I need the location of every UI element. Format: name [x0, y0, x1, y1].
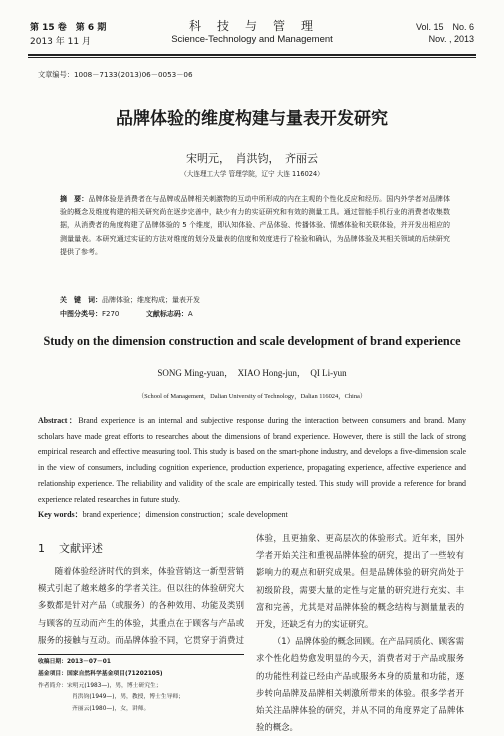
authors-cn: 宋明元， 肖洪钧， 齐丽云 [186, 152, 318, 165]
date-cn: 2013 年 11 月 [30, 37, 91, 47]
footnote-author3: 齐丽云(1980—)，女，讲师。 [72, 706, 150, 713]
abstract-en [38, 413, 466, 507]
title-cn: 品牌体验的维度构建与量表开发研究 [116, 109, 388, 129]
left-column-text: 随着体验经济时代的到来，体验营销这一新型营销模式引起了越来越多的学者关注。但以往的体验研究大多数都是针对产品（或服务）的各种效用、功能及类别与顾客的互动而产生的体验，其重点在于顾客与产品或服务的接触与互动。而品牌体验不同，它贯穿于消费过 [38, 566, 244, 645]
authors-en: SONG Ming-yuan， XIAO Hong-jun， QI Li-yun [157, 368, 347, 378]
footnote [38, 657, 184, 716]
journal-name-en: Science-Technology and Management [171, 34, 333, 45]
footnote-fund: 基金项目：国家自然科学基金项目(71202105) [38, 670, 163, 677]
header-rule-thin [28, 57, 476, 58]
volume-issue-cn: 第 15 卷 第 6 期 [30, 23, 107, 33]
footnote-rule [38, 654, 244, 655]
date-en: Nov. , 2013 [428, 34, 474, 44]
footnote-author1: 作者简介：宋明元(1983—)，男，博士研究生； [38, 682, 162, 689]
keywords-cn-text: 品牌体验；维度构成；量表开发 [102, 296, 200, 304]
clc-value: F270 [102, 310, 120, 318]
affiliation-cn: （大连理工大学 管理学院，辽宁 大连 116024） [180, 170, 324, 178]
journal-header [0, 0, 504, 58]
volume-issue-en: Vol. 15 No. 6 [415, 22, 474, 32]
doc-code-label: 文献标志码： [145, 310, 188, 318]
abstract-cn-text: 品牌体验是消费者在与品牌或品牌相关刺激物的互动中所形成的内在主观的个性化反应和经历。国内外学者对品牌体验的概念及维度构建的相关研究尚在逐步完善中，缺少有力的实证研究和有效的测量工具。通过智能手机行业的消费者收集数据，从消费者的角度构建了品牌体验的 5 个维度，即认知体验、产品体验、传播体验、情感体验和关联体验，并开发出相应的测量量表。本研究通过实证的方法对维度的划分及量表的信度和效度进行了检验和确认，为品牌体验及其相关领域的后续研究提供了参考。 [60, 195, 451, 256]
abstract-cn-label: 摘 要： [60, 195, 89, 203]
footnote-author2: 肖洪钧(1949—)，男，教授，博士生导师； [72, 694, 185, 701]
section-title: 文献评述 [59, 542, 103, 555]
header-rule [28, 54, 476, 56]
right-paragraph-1: 体验，且更抽象、更高层次的体验形式。近年来，国外学者开始关注和重视品牌体验的研究，提出了一些较有影响力的观点和研究成果。但是品牌体验的研究尚处于初级阶段，需要大量的定性与定量的研究进行充实、丰富和完善，尤其是对品牌体验的概念结构与测量量表的开发，还缺乏有力的实证研究。 [256, 533, 464, 630]
classification-cn [60, 308, 450, 321]
abstract-cn [60, 193, 450, 259]
clc-label: 中图分类号： [60, 310, 102, 318]
abstract-en-label: Abstract： [38, 416, 79, 425]
section-number: 1 [38, 542, 45, 555]
keywords-en [38, 509, 466, 520]
keywords-en-label: Key words： [38, 510, 83, 519]
journal-name-cn: 科 技 与 管 理 [188, 19, 315, 33]
footnote-received: 收稿日期：2013－07－01 [38, 659, 111, 665]
keywords-cn-label: 关 键 词： [60, 296, 102, 304]
keywords-cn [60, 294, 450, 307]
right-paragraph-2: （1）品牌体验的概念回顾。在产品同质化、顾客需求个性化趋势愈发明显的今天，消费者对于产品或服务的功能性利益已经由产品或服务本身的质量和功能，逐步转向品牌及品牌相关刺激所带来的体验。很多学者开始关注品牌体验的研究，并从不同的角度界定了品牌体验的概念。 [256, 636, 464, 733]
article-number: 文章编号：1008－7133(2013)06－0053－06 [38, 70, 193, 79]
title-en: Study on the dimension construction and scale development of brand experience [43, 334, 461, 348]
abstract-en-text: Brand experience is an internal and subjective response during the interaction between consumers and brand. Many scholars have made great efforts to researches about the dimensions of brand experience. However, there is still the lack of strong empirical research and effective measuring tool. This study is based on the smart-phone industry, and develops a five-dimension scale in the view of consumers, including cognition experience, production experience, propagating experience, affective experience and relationship experience. The reliability and validity of the scale are empirically tested. This study will provide a reference for brand experience related researches in future study. [38, 416, 466, 504]
doc-code-value: A [187, 310, 193, 318]
keywords-en-text: brand experience；dimension construction；scale development [82, 510, 288, 519]
right-column-text [256, 530, 464, 736]
section-heading [38, 540, 103, 556]
affiliation-en: （School of Management，Dalian University of Technology，Dalian 116024，China） [137, 393, 367, 400]
